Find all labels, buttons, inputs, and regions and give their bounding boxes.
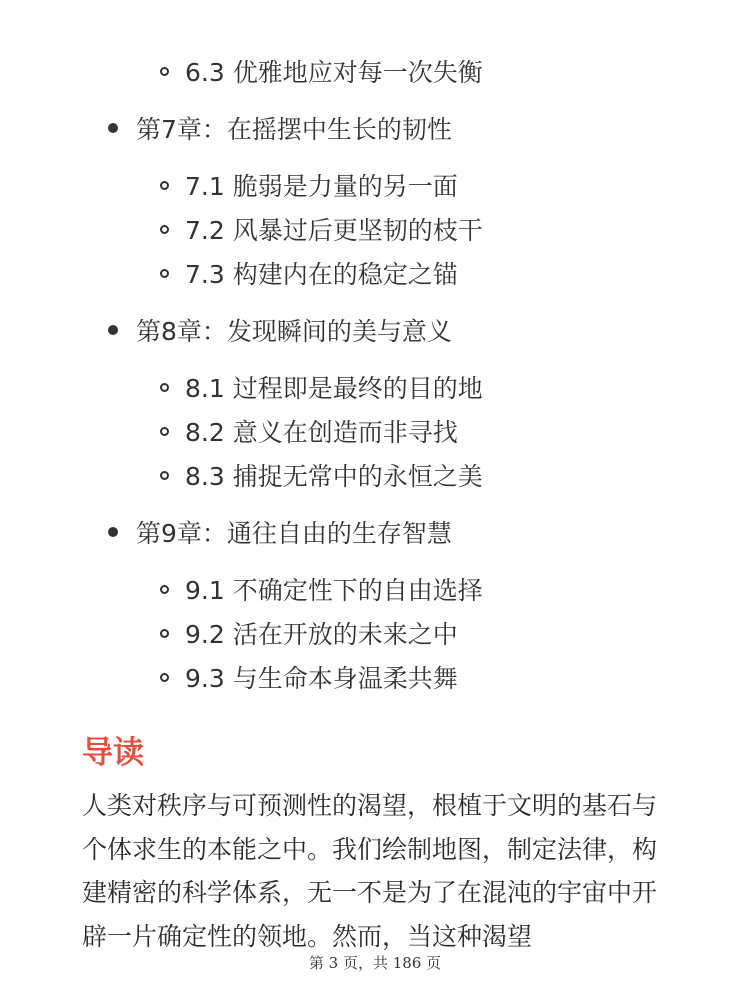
circle-bullet-icon — [160, 585, 169, 594]
toc-section-9-1[interactable] — [160, 567, 483, 611]
disc-bullet-icon — [108, 325, 118, 335]
toc-section-7-3[interactable] — [160, 251, 458, 295]
toc-section-8-3[interactable] — [160, 453, 483, 497]
circle-bullet-icon — [160, 269, 169, 278]
toc-item-label: 6.3 优雅地应对每一次失衡 — [185, 58, 483, 87]
toc-section-8-1[interactable] — [160, 365, 483, 409]
toc-item-label: 9.2 活在开放的未来之中 — [185, 620, 458, 649]
page-number-footer: 第 3 页，共 186 页 — [308, 954, 442, 972]
circle-bullet-icon — [160, 673, 169, 682]
toc-item-label: 8.3 捕捉无常中的永恒之美 — [185, 462, 483, 491]
toc-section-8-2[interactable] — [160, 409, 458, 453]
toc-section-6-3[interactable] — [160, 49, 483, 93]
toc-item-label: 7.2 风暴过后更坚韧的枝干 — [185, 216, 483, 245]
toc-section-7-2[interactable] — [160, 207, 483, 251]
toc-item-label: 7.1 脆弱是力量的另一面 — [185, 172, 458, 201]
toc-item-label: 9.3 与生命本身温柔共舞 — [185, 664, 458, 693]
section-heading: 导读 — [82, 735, 144, 771]
disc-bullet-icon — [108, 527, 118, 537]
circle-bullet-icon — [160, 629, 169, 638]
intro-paragraph: 人类对秩序与可预测性的渴望，根植于文明的基石与个体求生的本能之中。我们绘制地图，制定法律，构建精密的科学体系，无一不是为了在混沌的宇宙中开辟一片确定性的领地。然而，当这种渴望 — [82, 791, 658, 951]
disc-bullet-icon — [108, 123, 118, 133]
circle-bullet-icon — [160, 427, 169, 436]
toc-section-9-3[interactable] — [160, 655, 458, 699]
toc-item-label: 8.2 意义在创造而非寻找 — [185, 418, 458, 447]
toc-chapter-7[interactable] — [108, 106, 452, 150]
toc-item-label: 7.3 构建内在的稳定之锚 — [185, 260, 458, 289]
circle-bullet-icon — [160, 471, 169, 480]
toc-chapter-9[interactable] — [108, 510, 452, 554]
circle-bullet-icon — [160, 67, 169, 76]
toc-item-label: 第8章：发现瞬间的美与意义 — [136, 317, 452, 346]
circle-bullet-icon — [160, 181, 169, 190]
toc-item-label: 第9章：通往自由的生存智慧 — [136, 519, 452, 548]
circle-bullet-icon — [160, 225, 169, 234]
toc-item-label: 第7章：在摇摆中生长的韧性 — [136, 115, 452, 144]
circle-bullet-icon — [160, 383, 169, 392]
toc-chapter-8[interactable] — [108, 308, 452, 352]
toc-item-label: 9.1 不确定性下的自由选择 — [185, 576, 483, 605]
toc-item-label: 8.1 过程即是最终的目的地 — [185, 374, 483, 403]
toc-section-9-2[interactable] — [160, 611, 458, 655]
toc-section-7-1[interactable] — [160, 163, 458, 207]
